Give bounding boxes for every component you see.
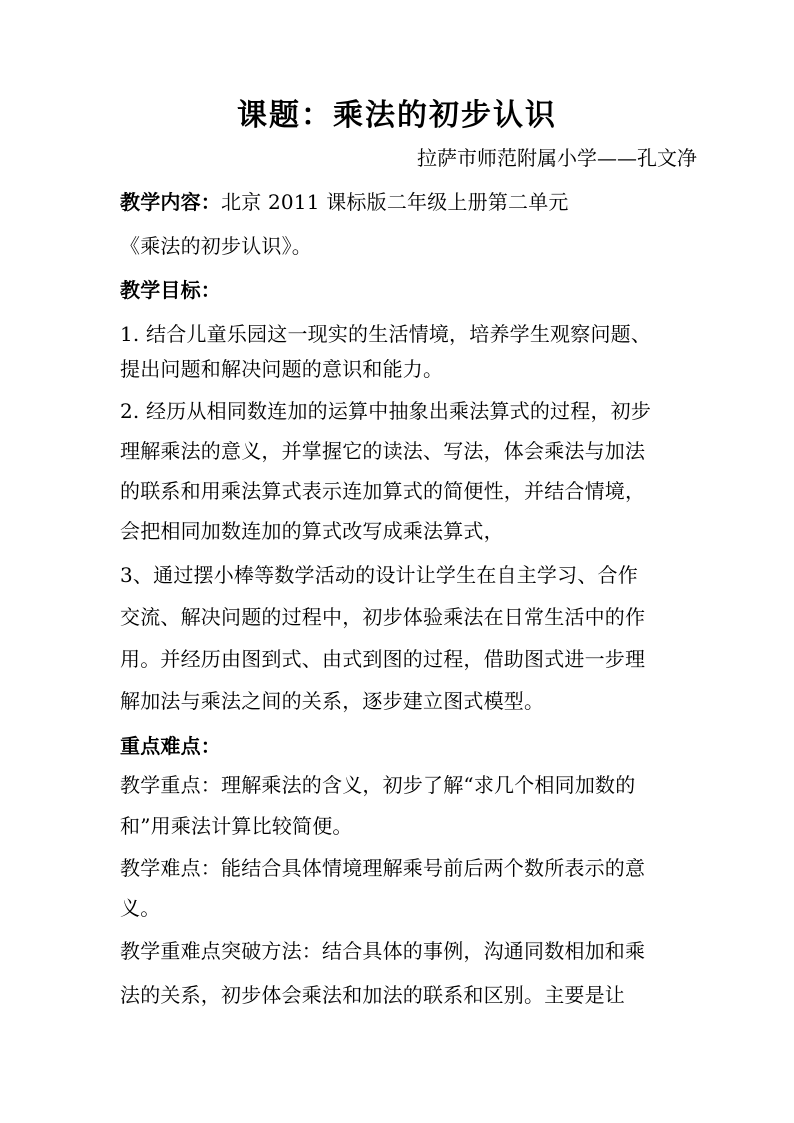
goal-2-line-3: 的联系和用乘法算式表示连加算式的简便性，并结合情境， [120,479,646,503]
teaching-content-text: 北京 2011 课标版二年级上册第二单元 [221,190,569,214]
goal-1-line-2: 提出问题和解决问题的意识和能力。 [120,357,444,381]
goal-3-line-3: 用。并经历由图到式、由式到图的过程，借助图式进一步理 [120,647,646,671]
goal-2-line-4: 会把相同加数连加的算式改写成乘法算式， [120,519,504,543]
goal-3-line-4: 解加法与乘法之间的关系，逐步建立图式模型。 [120,689,545,713]
difficult-point-line-1: 教学难点：能结合具体情境理解乘号前后两个数所表示的意 [120,856,646,880]
goal-3-line-1: 3、通过摆小棒等数学活动的设计让学生在自主学习、合作 [120,563,638,587]
difficulty-heading: 重点难点： [120,734,221,758]
difficult-point-line-2: 义。 [120,896,161,920]
teaching-content-line [120,188,680,216]
goal-2-line-1: 2. 经历从相同数连加的运算中抽象出乘法算式的过程，初步 [120,399,652,423]
key-point-line-1: 教学重点：理解乘法的含义，初步了解“求几个相同加数的 [120,773,636,797]
goal-3-line-2: 交流、解决问题的过程中，初步体验乘法在日常生活中的作 [120,605,646,629]
teaching-goals-heading: 教学目标： [120,278,221,302]
author-line: 拉萨市师范附属小学——孔文净 [417,146,697,170]
teaching-content-line-2: 《乘法的初步认识》。 [120,234,312,258]
teaching-content-label: 教学内容： [120,190,221,214]
method-line-1: 教学重难点突破方法：结合具体的事例，沟通同数相加和乘 [120,939,646,963]
key-point-line-2: 和”用乘法计算比较简便。 [120,814,353,838]
document-title: 课题：乘法的初步认识 [237,98,557,133]
goal-1-line-1: 1. 结合儿童乐园这一现实的生活情境，培养学生观察问题、 [120,322,652,346]
goal-2-line-2: 理解乘法的意义，并掌握它的读法、写法，体会乘法与加法 [120,439,646,463]
method-line-2: 法的关系，初步体会乘法和加法的联系和区别。主要是让 [120,983,625,1007]
